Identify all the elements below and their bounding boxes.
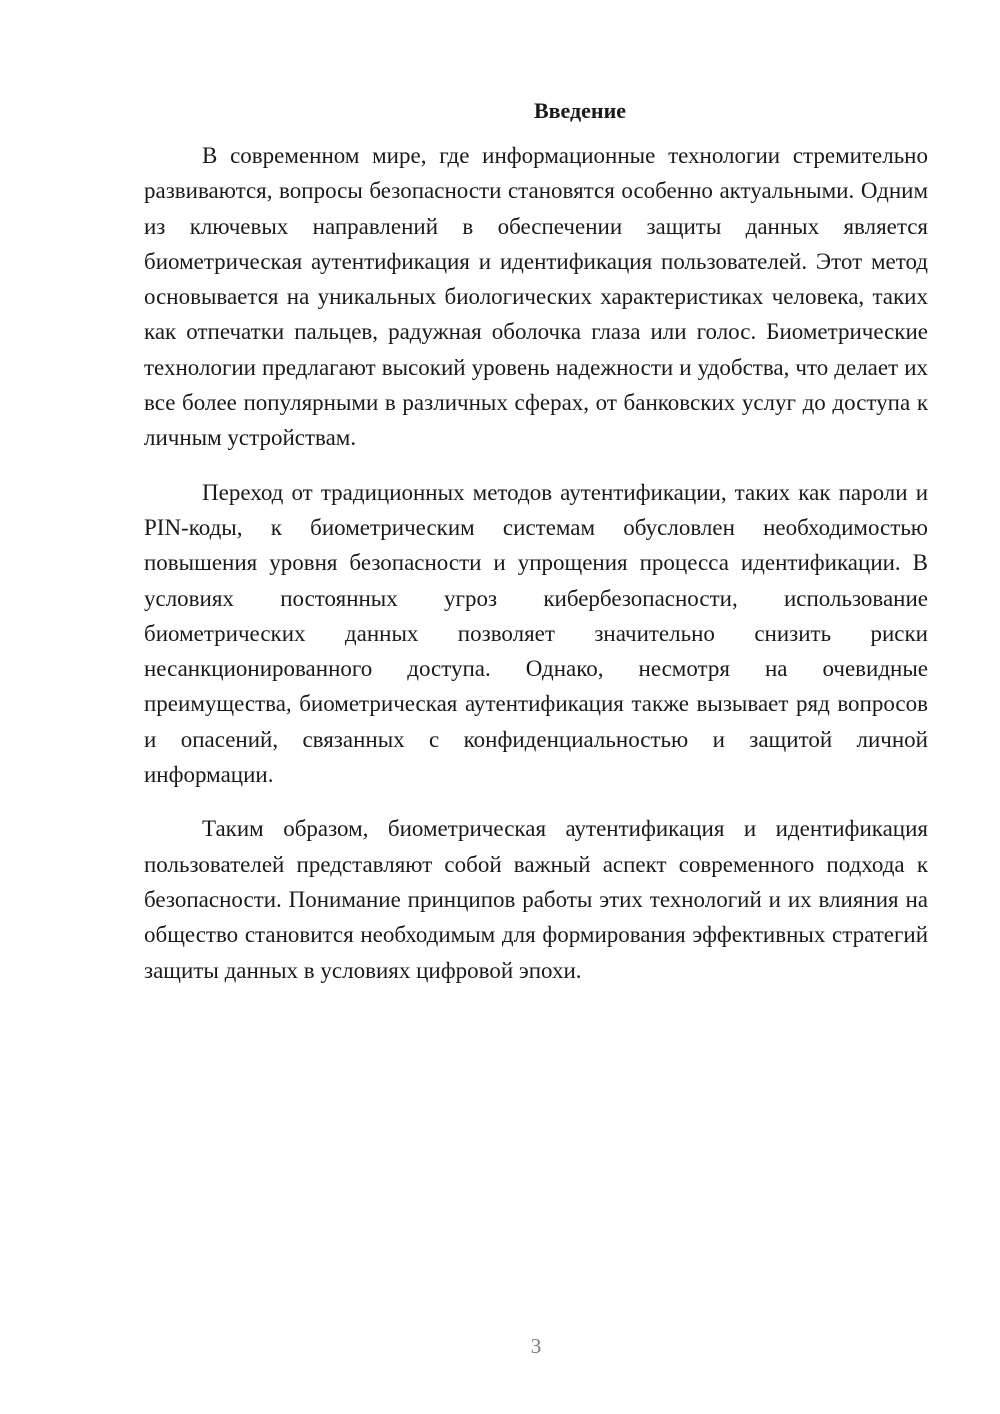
paragraph-3: Таким образом, биометрическая аутентификация и идентификация пользователей представляют собой важный аспект современного подхода к безопасности. Понимание принципов работы этих технологий и их влияния на общество становится необходимым для формирования эффективных стратегий защиты данных в условиях цифровой эпохи.	[144, 816, 928, 983]
paragraph-1: В современном мире, где информационные технологии стремительно развиваются, вопросы безопасности становятся особенно актуальными. Одним из ключевых направлений в обеспечении защиты данных является биометрическая аутентификация и идентификация пользователей. Этот метод основывается на уникальных биологических характеристиках человека, таких как отпечатки пальцев, радужная оболочка глаза или голос. Биометрические технологии предлагают высокий уровень надежности и удобства, что делает их все более популярными в различных сферах, от банковских услуг до доступа к личным устройствам.	[144, 143, 928, 451]
document-body	[144, 96, 928, 1007]
page-number: 3	[530, 1334, 542, 1358]
paragraph-2: Переход от традиционных методов аутентификации, таких как пароли и PIN-коды, к биометрическим системам обусловлен необходимостью повышения уровня безопасности и упрощения процесса идентификации. В условиях постоянных угроз кибербезопасности, использование биометрических данных позволяет значительно снизить риски несанкционированного доступа. Однако, несмотря на очевидные преимущества, биометрическая аутентификация также вызывает ряд вопросов и опасений, связанных с конфиденциальностью и защитой личной информации.	[144, 479, 928, 788]
page-title: Введение	[533, 98, 627, 123]
